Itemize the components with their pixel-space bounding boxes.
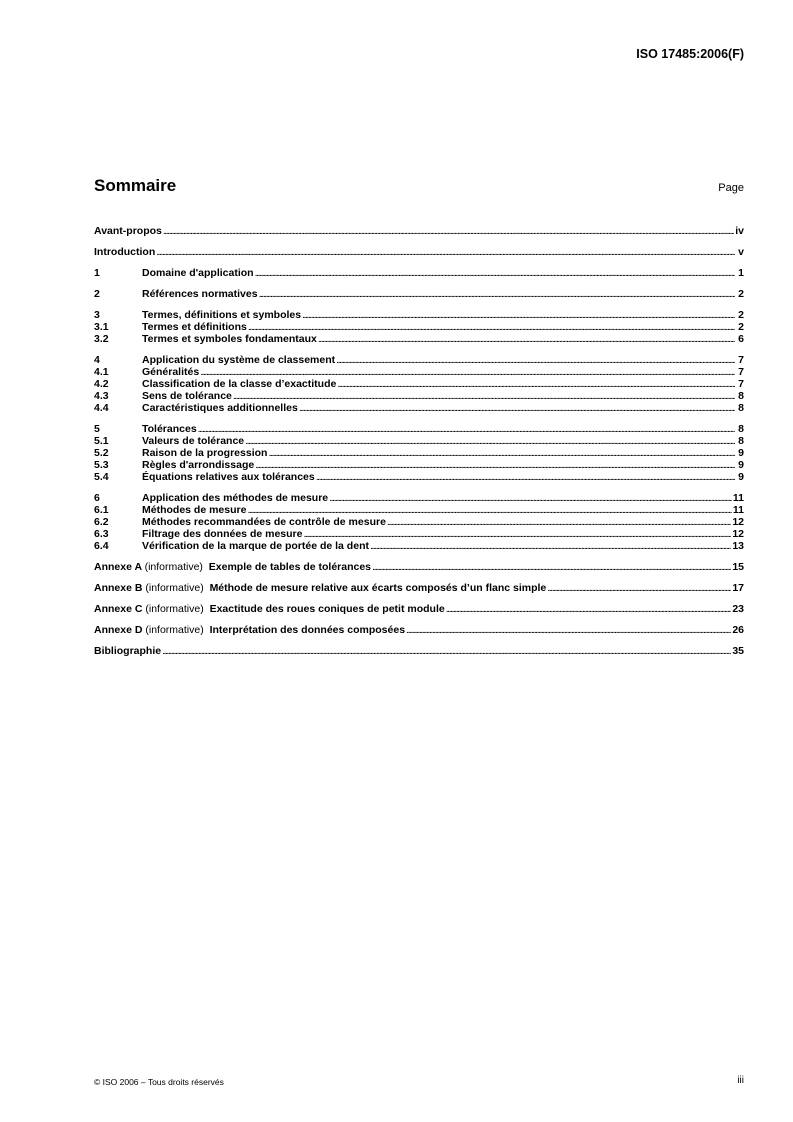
annex-label: Annexe A <box>94 561 142 573</box>
toc-entry-page: 8 <box>738 390 744 402</box>
toc-entry-page: 17 <box>732 582 744 594</box>
toc-entry-page: v <box>738 246 744 258</box>
leader-dots <box>446 603 732 615</box>
toc-entry-page: 13 <box>732 540 744 552</box>
toc-entry-title: Règles d'arrondissage <box>142 459 255 471</box>
toc-entry-page: 11 <box>732 492 744 504</box>
toc-entry[interactable] <box>94 459 744 471</box>
toc-entry[interactable] <box>94 354 744 366</box>
toc-entry-page: 8 <box>738 435 744 447</box>
toc-entry-number: 6.2 <box>94 516 109 528</box>
leader-dots <box>247 504 731 516</box>
toc-entry-page: 15 <box>732 561 744 573</box>
toc-entry[interactable] <box>94 225 744 237</box>
toc-entry-number: 4.4 <box>94 402 109 414</box>
annex-title: Exemple de tables de tolérances <box>208 561 372 573</box>
leader-dots <box>370 540 731 552</box>
toc-entry[interactable] <box>94 492 744 504</box>
toc-entry-title: Raison de la progression <box>142 447 268 459</box>
leader-dots <box>318 333 735 345</box>
toc-entry-title: Application des méthodes de mesure <box>142 492 329 504</box>
annex-type: (informative) <box>145 582 204 594</box>
toc-entry[interactable] <box>94 447 744 459</box>
toc-entry-page: 2 <box>738 309 744 321</box>
toc-annex-entry[interactable] <box>94 561 744 573</box>
toc-entry-title: Classification de la classe d’exactitude <box>142 378 337 390</box>
toc-entry-title: Vérification de la marque de portée de la dent <box>142 540 369 552</box>
toc-entry[interactable] <box>94 516 744 528</box>
toc-entry-number: 6.1 <box>94 504 109 516</box>
toc-entry[interactable] <box>94 504 744 516</box>
annex-type: (informative) <box>145 624 204 636</box>
toc-entry[interactable] <box>94 309 744 321</box>
toc-entry-number: 4.3 <box>94 390 109 402</box>
toc-entry-number: 3.2 <box>94 333 109 345</box>
table-of-contents <box>94 225 744 657</box>
leader-dots <box>372 561 731 573</box>
toc-entry-title: Termes, définitions et symboles <box>142 309 302 321</box>
toc-entry-page: 2 <box>738 321 744 333</box>
leader-dots <box>163 225 734 237</box>
toc-entry-page: 11 <box>732 504 744 516</box>
annex-label: Annexe D <box>94 624 143 636</box>
toc-entry-title: Sens de tolérance <box>142 390 232 402</box>
toc-entry-page: 12 <box>732 516 744 528</box>
annex-title: Exactitude des roues coniques de petit module <box>209 603 445 615</box>
toc-heading <box>94 176 744 196</box>
toc-entry[interactable] <box>94 378 744 390</box>
leader-dots <box>406 624 731 636</box>
toc-entry-number: 4 <box>94 354 100 366</box>
leader-dots <box>302 309 735 321</box>
annex-type: (informative) <box>144 561 203 573</box>
toc-entry[interactable] <box>94 435 744 447</box>
leader-dots <box>336 354 735 366</box>
toc-entry[interactable] <box>94 528 744 540</box>
leader-dots <box>316 471 735 483</box>
toc-entry-number: 5.3 <box>94 459 109 471</box>
toc-entry-title: Tolérances <box>142 423 197 435</box>
toc-entry-number: 6.4 <box>94 540 109 552</box>
toc-entry-title: Méthodes recommandées de contrôle de mesure <box>142 516 386 528</box>
toc-entry-number: 6.3 <box>94 528 109 540</box>
annex-type: (informative) <box>145 603 204 615</box>
toc-bibliography-entry[interactable] <box>94 645 744 657</box>
toc-entry-page: iv <box>735 225 744 237</box>
toc-entry-title: Avant-propos <box>94 225 162 237</box>
toc-entry[interactable] <box>94 366 744 378</box>
toc-entry-title: Filtrage des données de mesure <box>142 528 303 540</box>
leader-dots <box>337 378 735 390</box>
toc-entry-number: 5.4 <box>94 471 109 483</box>
toc-title: Sommaire <box>94 176 177 195</box>
toc-entry-page: 8 <box>738 402 744 414</box>
toc-entry-page: 12 <box>732 528 744 540</box>
annex-label: Annexe C <box>94 603 143 615</box>
toc-entry-page: 1 <box>738 267 744 279</box>
toc-entry-number: 5 <box>94 423 100 435</box>
leader-dots <box>329 492 732 504</box>
toc-entry[interactable] <box>94 267 744 279</box>
toc-entry-number: 5.2 <box>94 447 109 459</box>
toc-entry[interactable] <box>94 321 744 333</box>
annex-title: Interprétation des données composées <box>209 624 406 636</box>
toc-entry-number: 1 <box>94 267 100 279</box>
toc-entry-page: 9 <box>738 471 744 483</box>
toc-entry-page: 26 <box>732 624 744 636</box>
leader-dots <box>547 582 731 594</box>
page-number: iii <box>737 1075 744 1086</box>
leader-dots <box>245 435 735 447</box>
toc-entry[interactable] <box>94 390 744 402</box>
toc-entry-page: 8 <box>738 423 744 435</box>
toc-entry-number: 4.1 <box>94 366 109 378</box>
toc-entry[interactable] <box>94 540 744 552</box>
toc-entry-page: 9 <box>738 459 744 471</box>
leader-dots <box>259 288 735 300</box>
leader-dots <box>200 366 735 378</box>
toc-entry-number: 3 <box>94 309 100 321</box>
toc-annex-entry[interactable] <box>94 582 744 594</box>
leader-dots <box>387 516 731 528</box>
toc-entry-page: 6 <box>738 333 744 345</box>
toc-entry[interactable] <box>94 288 744 300</box>
annex-label: Annexe B <box>94 582 143 594</box>
toc-entry-number: 6 <box>94 492 100 504</box>
toc-entry-title: Généralités <box>142 366 200 378</box>
toc-entry-page: 23 <box>732 603 744 615</box>
toc-entry[interactable] <box>94 333 744 345</box>
toc-entry[interactable] <box>94 471 744 483</box>
leader-dots <box>303 528 731 540</box>
toc-entry-number: 2 <box>94 288 100 300</box>
toc-entry[interactable] <box>94 246 744 258</box>
toc-entry-title: Méthodes de mesure <box>142 504 247 516</box>
toc-entry-title: Caractéristiques additionnelles <box>142 402 298 414</box>
toc-entry-number: 3.1 <box>94 321 109 333</box>
toc-annex-entry[interactable] <box>94 603 744 615</box>
toc-entry-title: Bibliographie <box>94 645 162 657</box>
toc-entry-title: Valeurs de tolérance <box>142 435 245 447</box>
toc-entry-title: Introduction <box>94 246 156 258</box>
page-column-label: Page <box>718 182 744 194</box>
toc-annex-entry[interactable] <box>94 624 744 636</box>
document-id: ISO 17485:2006(F) <box>636 47 744 61</box>
toc-entry-number: 5.1 <box>94 435 109 447</box>
leader-dots <box>162 645 731 657</box>
leader-dots <box>299 402 735 414</box>
toc-entry-page: 35 <box>732 645 744 657</box>
toc-entry-page: 7 <box>738 366 744 378</box>
toc-entry-page: 2 <box>738 288 744 300</box>
toc-entry-page: 7 <box>738 354 744 366</box>
leader-dots <box>156 246 735 258</box>
toc-entry-title: Références normatives <box>142 288 258 300</box>
leader-dots <box>268 447 735 459</box>
toc-entry[interactable] <box>94 423 744 435</box>
toc-entry-page: 9 <box>738 447 744 459</box>
toc-entry-title: Domaine d'application <box>142 267 254 279</box>
toc-entry[interactable] <box>94 402 744 414</box>
toc-entry-number: 4.2 <box>94 378 109 390</box>
toc-entry-title: Équations relatives aux tolérances <box>142 471 315 483</box>
leader-dots <box>248 321 735 333</box>
leader-dots <box>198 423 735 435</box>
toc-entry-title: Termes et définitions <box>142 321 247 333</box>
toc-entry-title: Application du système de classement <box>142 354 336 366</box>
leader-dots <box>255 267 735 279</box>
copyright-notice: © ISO 2006 – Tous droits réservés <box>94 1077 224 1087</box>
leader-dots <box>233 390 735 402</box>
annex-title: Méthode de mesure relative aux écarts composés d’un flanc simple <box>209 582 547 594</box>
toc-entry-page: 7 <box>738 378 744 390</box>
leader-dots <box>255 459 735 471</box>
toc-entry-title: Termes et symboles fondamentaux <box>142 333 317 345</box>
